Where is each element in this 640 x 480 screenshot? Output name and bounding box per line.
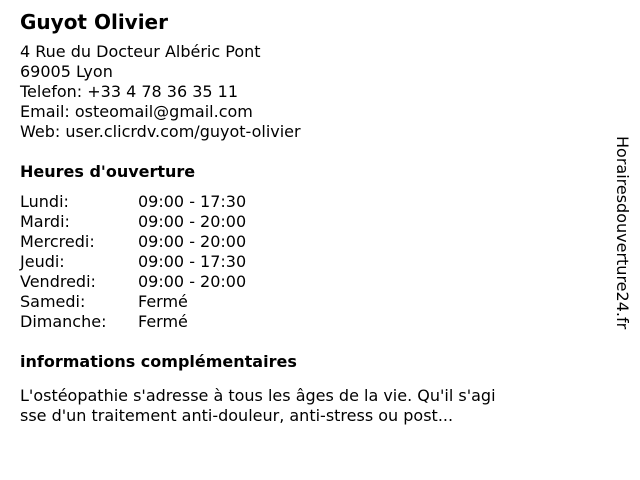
email-address: Email: osteomail@gmail.com bbox=[20, 102, 253, 121]
day-label: Lundi: bbox=[20, 192, 69, 211]
time-range: Fermé bbox=[138, 312, 188, 331]
time-range: 09:00 - 17:30 bbox=[138, 252, 247, 271]
business-name: Guyot Olivier bbox=[20, 10, 168, 34]
address-street: 4 Rue du Docteur Albéric Pont bbox=[20, 42, 261, 61]
day-label: Mercredi: bbox=[20, 232, 95, 251]
time-range: Fermé bbox=[138, 292, 188, 311]
phone-number: Telefon: +33 4 78 36 35 11 bbox=[20, 82, 239, 101]
hours-row-samedi bbox=[20, 292, 580, 312]
hours-row-mercredi bbox=[20, 232, 580, 252]
day-label: Mardi: bbox=[20, 212, 70, 231]
contact-block bbox=[20, 42, 580, 142]
time-range: 09:00 - 20:00 bbox=[138, 232, 247, 251]
day-label: Dimanche: bbox=[20, 312, 107, 331]
hours-row-vendredi bbox=[20, 272, 580, 292]
additional-info-heading: informations complémentaires bbox=[20, 352, 297, 371]
hours-row-lundi bbox=[20, 192, 580, 212]
time-range: 09:00 - 20:00 bbox=[138, 212, 247, 231]
opening-hours-heading: Heures d'ouverture bbox=[20, 162, 196, 181]
hours-row-dimanche bbox=[20, 312, 580, 332]
site-watermark: Horairesdouverture24.fr bbox=[613, 136, 632, 330]
time-range: 09:00 - 17:30 bbox=[138, 192, 247, 211]
day-label: Samedi: bbox=[20, 292, 86, 311]
time-range: 09:00 - 20:00 bbox=[138, 272, 247, 291]
day-label: Vendredi: bbox=[20, 272, 96, 291]
day-label: Jeudi: bbox=[20, 252, 65, 271]
additional-info-text: L'ostéopathie s'adresse à tous les âges de la vie. Qu'il s'agisse d'un traitement anti-douleur, anti-stress ou post... bbox=[20, 386, 496, 425]
website-url: Web: user.clicrdv.com/guyot-olivier bbox=[20, 122, 301, 141]
address-city: 69005 Lyon bbox=[20, 62, 113, 81]
hours-row-jeudi bbox=[20, 252, 580, 272]
opening-hours-table bbox=[20, 192, 580, 332]
business-listing bbox=[20, 10, 580, 426]
hours-row-mardi bbox=[20, 212, 580, 232]
